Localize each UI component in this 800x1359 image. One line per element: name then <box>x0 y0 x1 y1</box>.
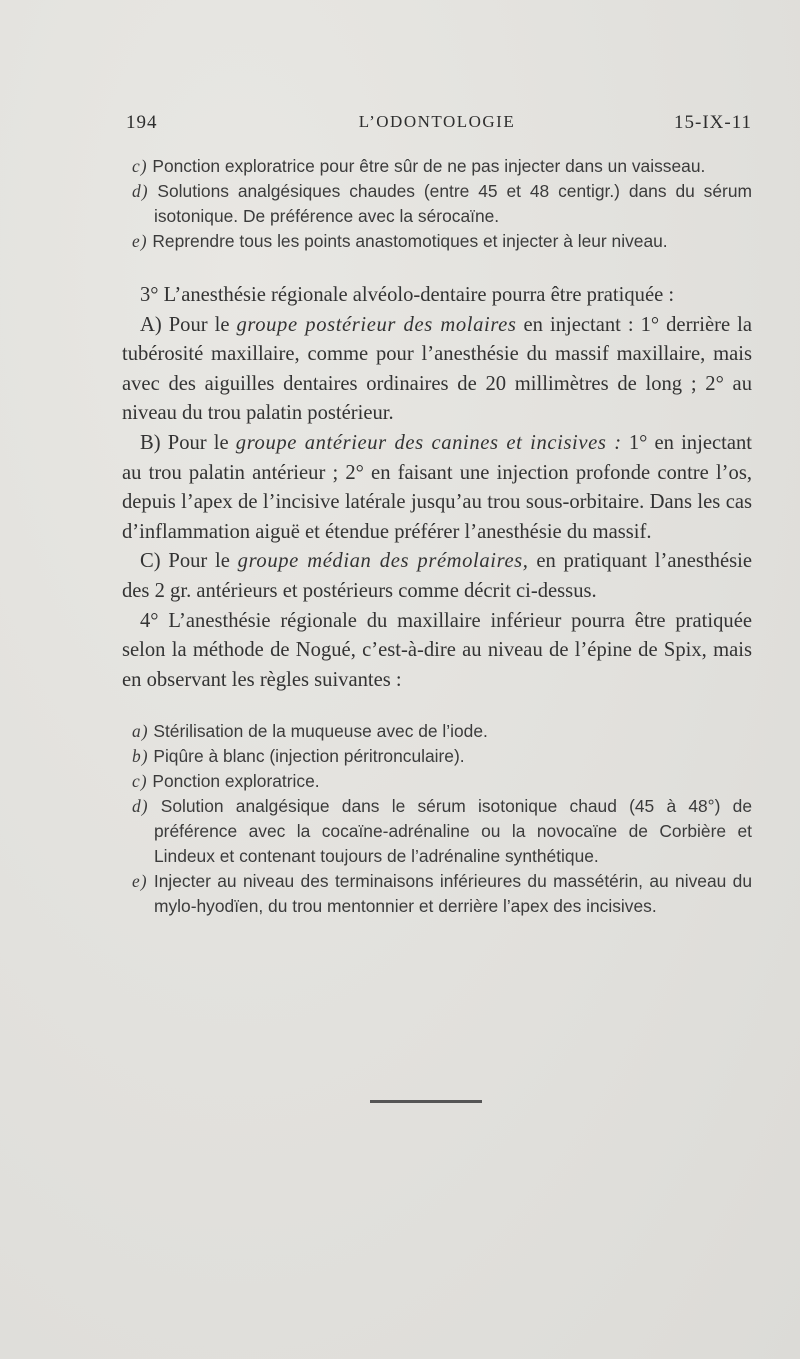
paragraph-b-prefix: B) Pour le <box>140 431 236 454</box>
list-item <box>126 154 752 179</box>
list-marker: e) <box>132 231 148 251</box>
paragraph-a-text: en injectant : 1° derrière la tubérosité maxillaire, comme pour l’anesthésie du massif maxillaire, mais avec des aiguilles dentaires ordinaires de 20 millimètres de long ; 2° au niveau du trou palatin postérieur. <box>122 313 753 425</box>
bottom-list <box>122 719 752 919</box>
list-item-text: Piqûre à blanc (injection péritronculaire). <box>153 746 465 767</box>
list-marker: b) <box>132 746 149 767</box>
running-header <box>122 112 752 142</box>
list-item-text: Injecter au niveau des terminaisons inférieures du massétérin, au niveau du mylo-hyodïen, du trou mentonnier et derrière l’apex des incisives. <box>153 871 752 917</box>
list-marker: d) <box>132 181 149 201</box>
paragraph-b-text: 1° en injectant au trou palatin antérieur ; 2° en faisant une injection profonde contre l’os, depuis l’apex de l’incisive latérale jusqu’au trou sous-orbitaire. Dans les cas d’inflammation aiguë et étendue préférer l’anesthésie du massif. <box>122 431 752 543</box>
end-rule <box>370 1100 482 1103</box>
paragraph-a-prefix: A) Pour le <box>140 313 237 336</box>
list-item-text: Solution analgésique dans le sérum isotonique chaud (45 à 48°) de préférence avec la cocaïne-adrénaline ou la novocaïne de Corbière et Lindeux et contenant toujours de l’adrénaline synthétique. <box>154 796 752 867</box>
paragraph-c-prefix: C) Pour le <box>140 550 238 573</box>
list-item <box>126 744 752 769</box>
list-item <box>126 229 752 254</box>
list-item-text: Solutions analgésiques chaudes (entre 45 et 48 centigr.) dans du sérum isotonique. De préférence avec la sérocaïne. <box>154 181 752 226</box>
page-number: 194 <box>126 112 158 133</box>
paragraph-c-italic: groupe médian des prémolaires, <box>237 550 529 573</box>
list-marker: c) <box>132 771 148 792</box>
journal-title: L’ODONTOLOGIE <box>358 112 516 131</box>
section-3-b <box>122 429 752 547</box>
issue-date: 15-IX-11 <box>674 112 752 133</box>
list-item <box>126 869 752 919</box>
list-item-text: Ponction exploratrice. <box>152 771 320 792</box>
list-item <box>126 719 752 744</box>
list-marker: d) <box>132 796 149 817</box>
list-item <box>126 769 752 794</box>
list-item-text: Reprendre tous les points anastomotiques et injecter à leur niveau. <box>152 231 668 251</box>
section-3 <box>122 281 752 695</box>
section-3-intro: 3° L’anesthésie régionale alvéolo-dentaire pourra être pratiquée : <box>140 284 675 306</box>
paragraph-b-italic: groupe antérieur des canines et incisives : <box>235 431 622 454</box>
top-list <box>122 154 752 254</box>
paragraph-c-text: en pratiquant l’anesthésie des 2 gr. antérieurs et postérieurs comme décrit ci-dessus. <box>122 550 752 602</box>
list-marker: c) <box>132 156 148 176</box>
list-item-text: Stérilisation de la muqueuse avec de l’iode. <box>153 721 488 742</box>
list-item <box>126 794 752 869</box>
list-item-text: Ponction exploratrice pour être sûr de ne pas injecter dans un vaisseau. <box>152 156 706 176</box>
paragraph-a-italic: groupe postérieur des molaires <box>236 313 517 336</box>
list-item <box>126 179 752 229</box>
list-marker: a) <box>132 721 149 742</box>
page <box>122 112 752 919</box>
section-4: 4° L’anesthésie régionale du maxillaire inférieur pourra être pratiquée selon la méthode de Nogué, c’est-à-dire au niveau de l’épine de Spix, mais en observant les règles suivantes : <box>122 609 752 691</box>
list-marker: e) <box>132 871 148 892</box>
section-3-a <box>122 311 752 429</box>
section-3-c <box>122 547 752 606</box>
